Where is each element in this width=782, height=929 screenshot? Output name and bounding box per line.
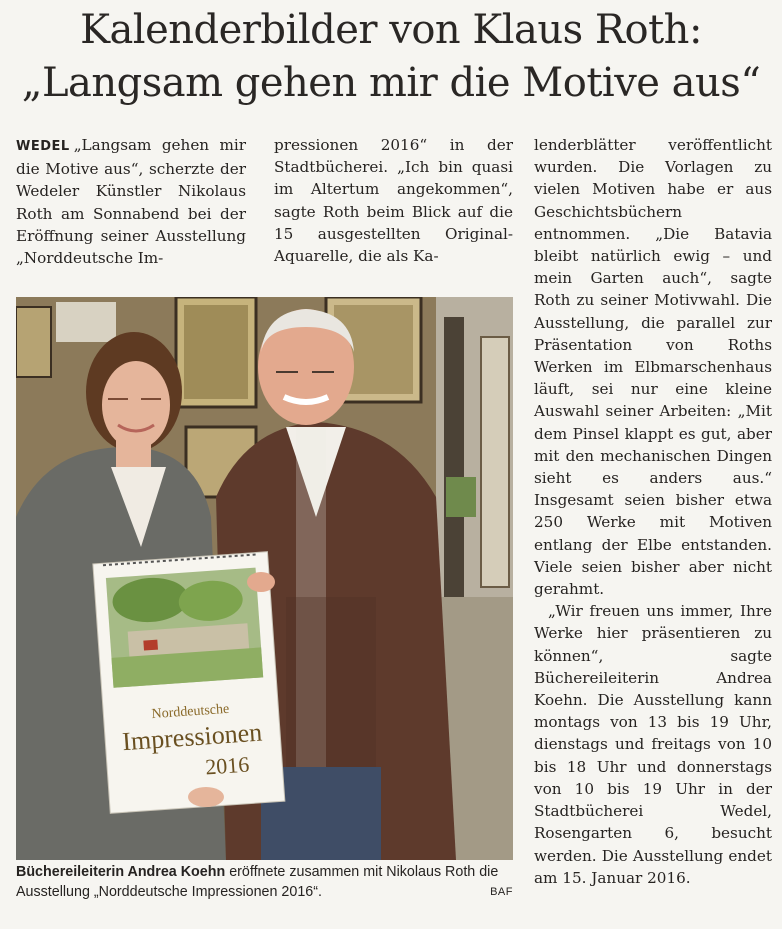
caption-text: eröffnete zusammen mit Nikolaus Roth die Ausstellung „Norddeutsche Impressionen 2016“. <box>16 864 499 900</box>
article-column-2 <box>274 134 513 267</box>
column-2-text: pressionen 2016“ in der Stadtbücherei. „Ich bin quasi im Altertum angekommen“, sagte Roth beim Blick auf die 15 ausgestellten Original-Aquarelle, die als Ka- <box>274 136 513 266</box>
caption-bold: Büchereileiterin Andrea Koehn <box>16 864 226 880</box>
headline-line-2: „Langsam gehen mir die Motive aus“ <box>21 60 761 106</box>
column-1-text: „Langsam gehen mir die Motive aus“, scherzte der Wedeler Künstler Nikolaus Roth am Sonnabend bei der Eröffnung seiner Ausstellung „Norddeutsche Im- <box>16 136 246 268</box>
column-3-paragraph-2: „Wir freuen uns immer, Ihre Werke hier präsentieren zu können“, sagte Büchereileiterin Andrea Koehn. Die Ausstellung kann montags von 13 bis 19 Uhr, dienstags und freitags von 10 bis 18 Uhr und donnerstags von 10 bis 19 Uhr in der Stadtbücherei Wedel, Rosengarten 6, besucht werden. Die Ausstellung endet am 15. Januar 2016. <box>534 602 772 887</box>
dateline: WEDEL <box>16 139 70 154</box>
calendar-title-line-2: Impressionen <box>121 717 264 757</box>
photo-credit: BAF <box>490 886 513 898</box>
article-photo <box>16 297 513 860</box>
photo-caption <box>16 862 513 902</box>
calendar-title-line-1: Norddeutsche <box>151 701 230 723</box>
article-column-3 <box>534 134 772 889</box>
article-column-1 <box>16 134 246 269</box>
photo-illustration <box>16 297 513 860</box>
headline-line-1: Kalenderbilder von Klaus Roth: <box>80 7 702 53</box>
column-3-paragraph-1: lenderblätter veröffentlicht wurden. Die Vorlagen zu vielen Motiven habe er aus Geschichtsbüchern entnommen. „Die Batavia bleibt natürlich ewig – und mein Garten auch“, sagte Roth zu seiner Motivwahl. Die Ausstellung, die parallel zur Präsentation von Roths Werken im Elbmarschenhaus läuft, sei nur eine kleine Auswahl seiner Arbeiten: „Mit dem Pinsel klappt es gut, aber mit den mechanischen Dingen sieht es anders aus.“ Insgesamt seien bisher etwa 250 Werke mit Motiven entlang der Elbe entstanden. Viele seien bisher aber nicht gerahmt. <box>534 136 772 599</box>
calendar-year: 2016 <box>204 751 251 780</box>
